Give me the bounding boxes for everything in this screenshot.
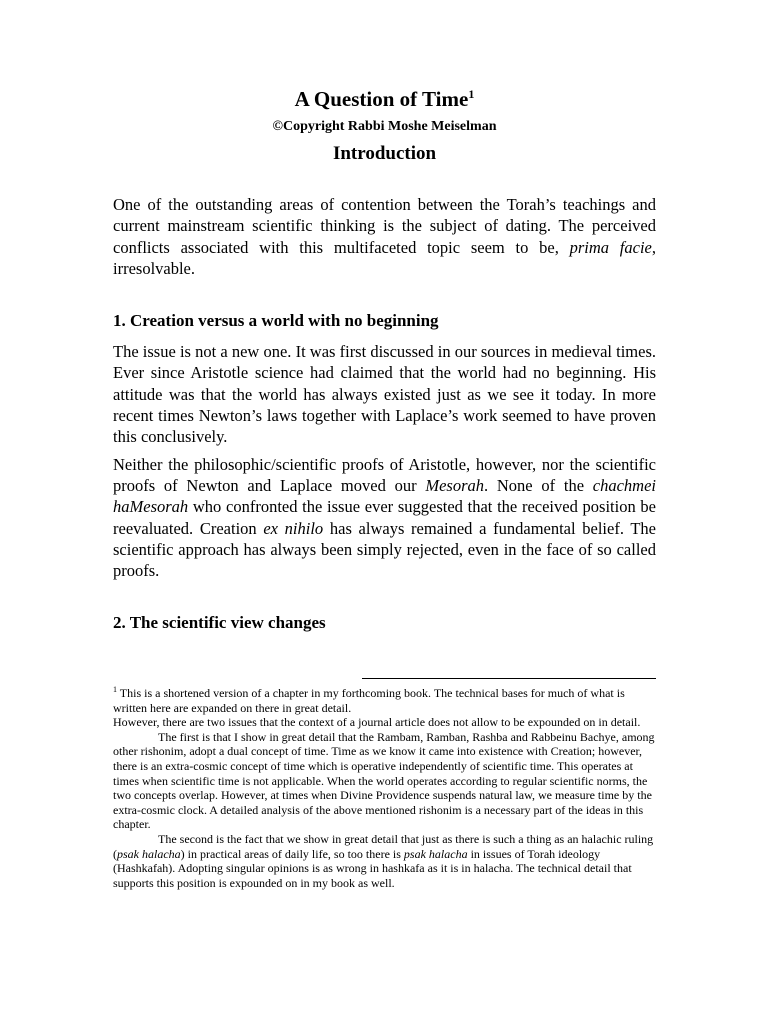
- title-footnote-marker[interactable]: 1: [468, 87, 475, 101]
- section2-heading: 2. The scientific view changes: [113, 613, 326, 633]
- fn4-text-1: The second is the fact that we show in great detail that just as there is such a thing as an halachic ruling (: [113, 831, 654, 861]
- fn4-text-2: ) in practical areas of daily life, so too there is: [180, 846, 404, 861]
- document-title-text: A Question of Time: [294, 87, 469, 111]
- document-title: [113, 86, 656, 112]
- footnote-marker: 1: [113, 685, 117, 694]
- footnote-separator: [362, 678, 656, 679]
- footnote-text1: This is a shortened version of a chapter in my forthcoming book. The technical bases for much of what is written here are expanded on there in great detail.: [113, 686, 625, 715]
- introduction-heading: Introduction: [332, 143, 437, 164]
- s1p2-text-3: who confronted the issue ever suggested that the received position be reevaluated. Creation: [113, 497, 656, 538]
- footnote-line2: However, there are two issues that the context of a journal article does not allow to be expounded on in detail.: [113, 715, 641, 730]
- footnote-para3: The first is that I show in great detail that the Rambam, Ramban, Rashba and Rabbeinu Bachye, among other rishonim, adopt a dual concept of time. Time as we know it came into existence with Creation; however, there is an extra-cosmic concept of time which is operative independently of scientific time. This operates at times when scientific time is not applicable. When the world operates according to regular scientific norms, the two concepts overlap. However, at times when Divine Providence suspends natural law, we measure time by the extra-cosmic clock. A detailed analysis of the above mentioned rishonim is a necessary part of the ideas in this chapter.: [113, 729, 655, 832]
- s1p2-text-2: . None of the: [484, 475, 593, 495]
- footnotes: [113, 686, 656, 890]
- footnote-para4: [113, 832, 656, 890]
- s1p2-text-4: has always remained a fundamental belief. The scientific approach has always been simply rejected, even in the face of so called proofs.: [113, 518, 656, 581]
- introduction-paragraph: [113, 194, 656, 279]
- footnote-line1: [113, 686, 656, 715]
- copyright-line: ©Copyright Rabbi Moshe Meiselman: [272, 119, 497, 134]
- s1p2-text-1: Neither the philosophic/scientific proofs of Aristotle, however, nor the scientific proofs of Newton and Laplace moved our: [113, 454, 656, 495]
- s1p2-italic-mesorah: Mesorah: [425, 475, 484, 495]
- document-body: [113, 86, 656, 634]
- intro-text-1: One of the outstanding areas of contention between the Torah’s teachings and current mainstream scientific thinking is the subject of dating. The perceived conflicts associated with this multifaceted topic seem to be,: [113, 195, 656, 257]
- s1p2-italic-ex-nihilo: ex nihilo: [263, 518, 324, 538]
- section1-paragraph1: The issue is not a new one. It was first discussed in our sources in medieval times. Ever since Aristotle science had claimed that the world had no beginning. His attitude was that the world has always existed just as we see it today. In more recent times Newton’s laws together with Laplace’s work seemed to have proven this conclusively.: [113, 342, 656, 447]
- intro-text-2: , irresolvable.: [113, 237, 656, 278]
- section1-heading: 1. Creation versus a world with no beginning: [113, 311, 439, 331]
- fn4-text-3: in issues of Torah ideology (Hashkafah). Adopting singular opinions is as wrong in hashkafa as it is in halacha. The technical detail that supports this position is expounded on in my book as well.: [113, 846, 632, 890]
- section1-paragraph2: [113, 454, 656, 582]
- intro-italic-prima-facie: prima facie: [569, 237, 652, 257]
- s1p2-italic-chachmei: chachmei haMesorah: [113, 475, 656, 517]
- fn4-italic-psak2: psak halacha: [403, 846, 468, 861]
- fn4-italic-psak1: psak halacha: [117, 846, 181, 861]
